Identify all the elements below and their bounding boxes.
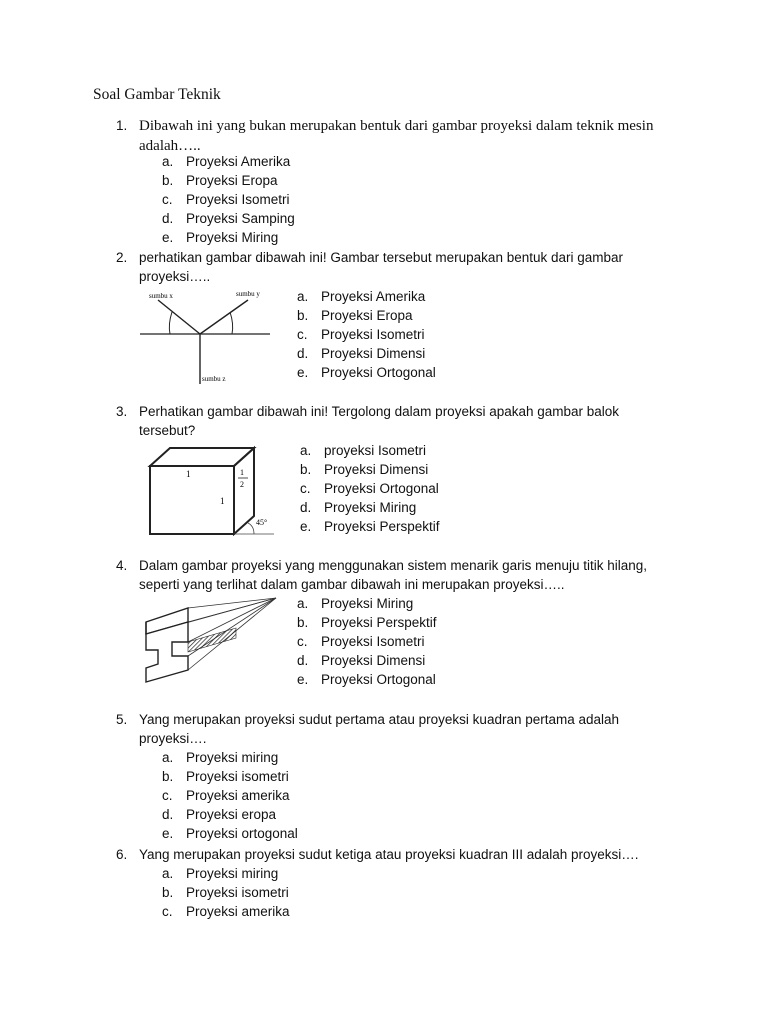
- side-fraction-denominator: 2: [240, 480, 244, 489]
- question-text: Dibawah ini yang bukan merupakan bentuk dari gambar proyeksi dalam teknik mesin adalah…..: [139, 118, 654, 154]
- question-number: 3.: [116, 404, 128, 419]
- question-text: Yang merupakan proyeksi sudut ketiga atau proyeksi kuadran III adalah proyeksi….: [139, 847, 639, 862]
- question-number: 6.: [116, 847, 128, 862]
- cabinet-box-figure: [142, 444, 282, 539]
- axis-x-label: sumbu x: [149, 292, 173, 300]
- question-number: 1.: [116, 118, 128, 133]
- question-number: 4.: [116, 558, 128, 573]
- document-page: Soal Gambar Teknik 1. Dibawah ini yang bukan merupakan bentuk dari gambar proyeksi dalam teknik mesin adalah….. a. Proyeksi Amerika b. Proyeksi Eropa c. Proyeksi Isometri d. Proyeksi Samping e. Proyeksi Miring 2. perhatikan gambar dibawah ini! Gambar tersebut merupakan bentuk dari gambar proyeksi….. sumbu x sumbu y sumbu z a. Proyeksi Amerika b. Proyeksi Eropa c. Proyeksi Isometri d. Proyeksi Dimensi e. Proyeksi Ortogonal 3. Perhatikan gambar dibawah ini! Tergolong dalam proyeksi apakah gambar balok tersebut? 1 1 2 1 45° a. proyeksi Isometri b. Proyeksi Dimensi c. Proyeksi Ortogonal d. Proyeksi Miring e. Proyeksi Perspektif 4. Dalam gambar proyeksi yang menggunakan sistem menarik garis menuju titik hilang, seperti yang terlihat dalam gambar dibawah ini merupakan proyeksi….. a. Proyeksi Miring b. Proyeksi Perspektif c. Proyeksi Isometri d. Proyeksi Dimensi e. Proyeksi Ortogonal 5. Yang merupakan proyeksi sudut pertama atau proyeksi kuadran pertama adalah proyeksi…. a. Proyeksi miring b. Proyeksi isometri c. Proyeksi amerika d. Proyeksi eropa e. Proyeksi ortogonal 6. Yang merupakan proyeksi sudut ketiga atau proyeksi kuadran III adalah proyeksi…. a. Proyeksi miring b. Proyeksi isometri c. Proyeksi amerika: [0, 0, 768, 1024]
- perspective-diagram: [144, 594, 280, 686]
- document-title: Soal Gambar Teknik: [93, 86, 221, 103]
- perspective-figure: [144, 594, 280, 686]
- angle-label: 45°: [256, 518, 268, 527]
- question-number: 2.: [116, 250, 128, 265]
- axis-z-label: sumbu z: [202, 375, 226, 383]
- front-edge-label: 1: [220, 496, 225, 506]
- question-text: Yang merupakan proyeksi sudut pertama atau proyeksi kuadran pertama adalah proyeksi….: [139, 712, 620, 746]
- question-text: Dalam gambar proyeksi yang menggunakan sistem menarik garis menuju titik hilang, seperti yang terlihat dalam gambar dibawah ini merupakan proyeksi…..: [139, 558, 647, 592]
- axes-diagram: [140, 286, 270, 386]
- question-text: Perhatikan gambar dibawah ini! Tergolong dalam proyeksi apakah gambar balok tersebut?: [139, 404, 620, 438]
- top-edge-label: 1: [186, 469, 191, 479]
- cabinet-box-diagram: [142, 444, 282, 539]
- question-number: 5.: [116, 712, 128, 727]
- axes-figure: [140, 286, 270, 386]
- question-text: perhatikan gambar dibawah ini! Gambar tersebut merupakan bentuk dari gambar proyeksi…..: [139, 250, 624, 284]
- axis-y-label: sumbu y: [236, 290, 260, 298]
- side-fraction-numerator: 1: [240, 468, 244, 477]
